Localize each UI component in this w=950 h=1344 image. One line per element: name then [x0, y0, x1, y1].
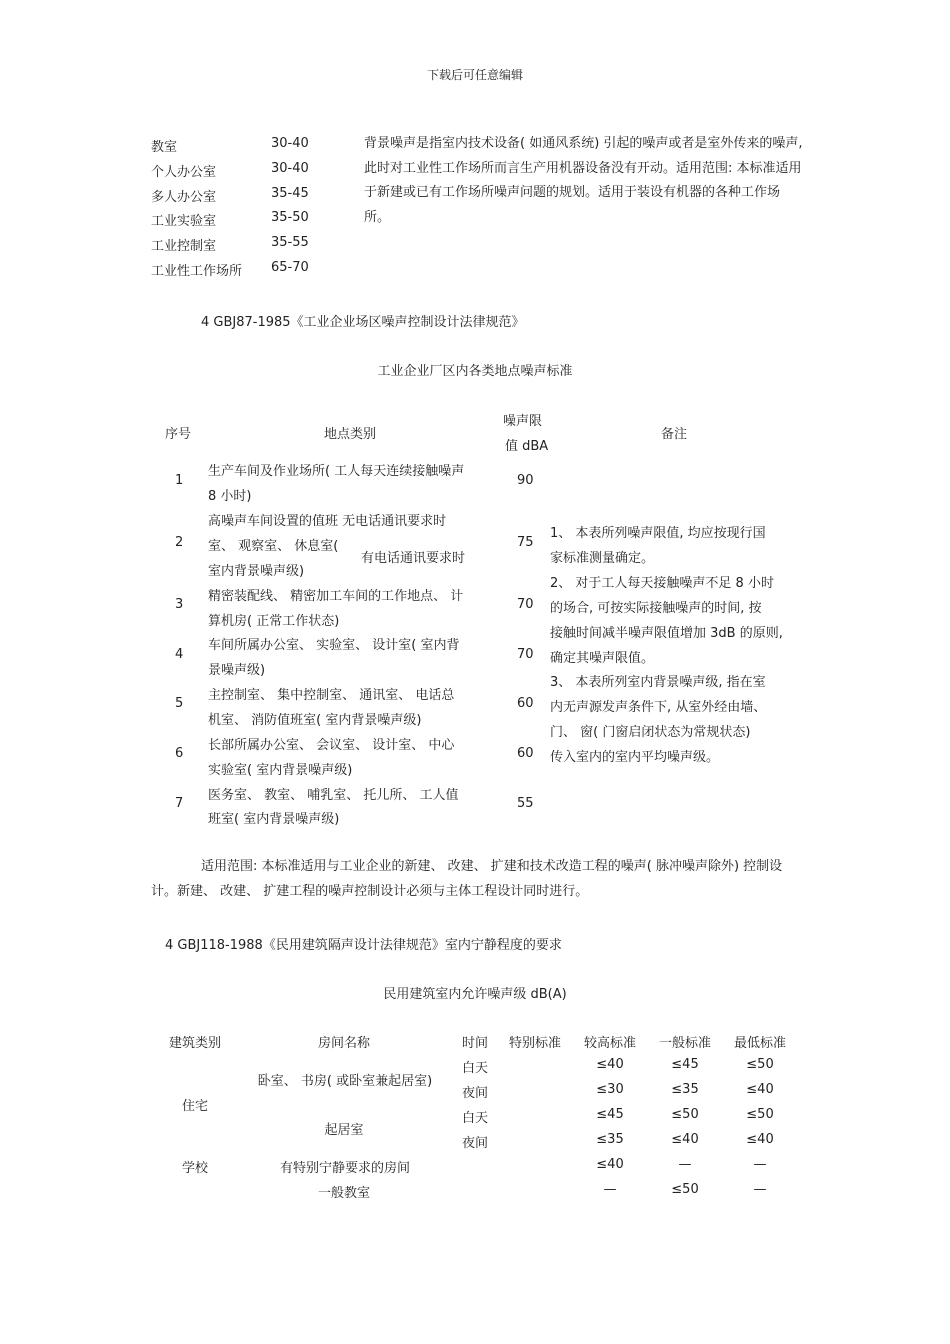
row-no: 6 [175, 746, 184, 761]
row-no: 1 [175, 473, 184, 488]
building-type: 学校 [181, 1161, 208, 1176]
note-line: 2、 对于工人每天接触噪声不足 8 小时 [550, 576, 774, 591]
row-place: 算机房( 正常工作状态) [208, 614, 340, 629]
row-normal: ≤50 [671, 1182, 699, 1197]
room-name: 卧室、 书房( 或卧室兼起居室) [257, 1074, 433, 1089]
row-no: 7 [175, 796, 184, 811]
row-no: 4 [175, 647, 184, 662]
row-high: ≤45 [596, 1107, 624, 1122]
room-name: 工业实验室 [151, 214, 217, 229]
row-min: — [753, 1157, 767, 1172]
building-type: 住宅 [181, 1099, 208, 1114]
col-header-place: 地点类别 [324, 427, 377, 442]
row-limit: 60 [517, 696, 534, 711]
col-header-limit: 值 dBA [505, 439, 549, 454]
row-min: ≤40 [746, 1082, 774, 1097]
row-place: 生产车间及作业场所( 工人每天连续接触噪声 [208, 464, 465, 479]
note-line: 内无声源发声条件下, 从室外经由墙、 [550, 700, 767, 715]
row-place: 长部所属办公室、 会议室、 设计室、 中心 [208, 738, 455, 753]
row-min: ≤50 [746, 1057, 774, 1072]
row-min: ≤40 [746, 1132, 774, 1147]
room-range: 35-50 [271, 210, 309, 225]
row-no: 3 [175, 597, 184, 612]
row-normal: ≤40 [671, 1132, 699, 1147]
room-name: 多人办公室 [151, 190, 217, 205]
room-name: 工业性工作场所 [151, 264, 243, 279]
row-place: 8 小时) [208, 489, 252, 504]
row-limit: 70 [517, 597, 534, 612]
room-name: 有特别宁静要求的房间 [279, 1161, 410, 1176]
row-high: ≤30 [596, 1082, 624, 1097]
room-name: 工业控制室 [151, 239, 217, 254]
room-name: 个人办公室 [151, 165, 217, 180]
row-min: — [753, 1182, 767, 1197]
col-header-building: 建筑类别 [168, 1036, 221, 1051]
col-header-room: 房间名称 [317, 1036, 370, 1051]
row-high: ≤35 [596, 1132, 624, 1147]
col-header-min: 最低标准 [733, 1036, 786, 1051]
col-header-limit: 噪声限 [503, 414, 543, 429]
row-no: 5 [175, 696, 184, 711]
row-normal: ≤45 [671, 1057, 699, 1072]
row-normal: ≤50 [671, 1107, 699, 1122]
table-title-industrial: 工业企业厂区内各类地点噪声标准 [377, 364, 573, 379]
row-time: 白天 [461, 1111, 488, 1126]
row-high: — [603, 1182, 617, 1197]
row-place: 车间所属办公室、 实验室、 设计室( 室内背 [208, 638, 460, 653]
col-header-normal: 一般标准 [658, 1036, 711, 1051]
room-name: 起居室 [324, 1123, 364, 1138]
row-time: 夜间 [461, 1086, 488, 1101]
table-title-civil: 民用建筑室内允许噪声级 dB(A) [383, 987, 567, 1002]
room-name: 一般教室 [317, 1186, 370, 1201]
note-line: 确定其噪声限值。 [550, 651, 655, 666]
note-line: 家标准测量确定。 [550, 551, 655, 566]
row-time: 白天 [461, 1061, 488, 1076]
row-limit: 90 [517, 473, 534, 488]
background-noise-paragraph: 背景噪声是指室内技术设备( 如通风系统) 引起的噪声或者是室外传来的噪声, 此时对工业性工作场所而言生产用机器设备没有开动。适用范围: 本标准适用于新建或已有工作场所噪声问题的规划。适用于装设有机器的各种工作场所。 [364, 136, 803, 225]
col-header-special: 特别标准 [508, 1036, 561, 1051]
row-no: 2 [175, 535, 184, 550]
note-line: 门、 窗( 门窗启闭状态为常规状态) [550, 725, 751, 740]
row-place: 有电话通讯要求时 [361, 551, 466, 566]
row-place: 医务室、 教室、 哺乳室、 托儿所、 工人值 [208, 788, 459, 803]
page-header: 下载后可任意编辑 [426, 68, 523, 82]
row-high: ≤40 [596, 1157, 624, 1172]
note-line: 的场合, 可按实际接触噪声的时间, 按 [550, 601, 762, 616]
row-time: 夜间 [461, 1136, 488, 1151]
room-range: 35-45 [271, 186, 309, 201]
section-heading-gbj118: 4 GBJ118-1988《民用建筑隔声设计法律规范》室内宁静程度的要求 [165, 938, 562, 953]
row-normal: — [678, 1157, 692, 1172]
row-place: 机室、 消防值班室( 室内背景噪声级) [208, 713, 422, 728]
section-heading-gbj87: 4 GBJ87-1985《工业企业场区噪声控制设计法律规范》 [201, 315, 525, 330]
col-header-no: 序号 [165, 427, 192, 442]
note-line: 接触时间减半噪声限值增加 3dB 的原则, [550, 626, 783, 641]
row-place: 景噪声级) [208, 663, 266, 678]
row-normal: ≤35 [671, 1082, 699, 1097]
row-place: 实验室( 室内背景噪声级) [208, 763, 353, 778]
row-limit: 60 [517, 746, 534, 761]
row-min: ≤50 [746, 1107, 774, 1122]
row-place: 主控制室、 集中控制室、 通讯室、 电话总 [208, 688, 455, 703]
row-place: 室内背景噪声级) [208, 564, 305, 579]
col-header-time: 时间 [461, 1036, 488, 1051]
row-high: ≤40 [596, 1057, 624, 1072]
room-range: 65-70 [271, 260, 309, 275]
room-range: 30-40 [271, 136, 309, 151]
col-header-high: 较高标准 [583, 1036, 636, 1051]
row-limit: 75 [517, 535, 534, 550]
row-place: 高噪声车间设置的值班 无电话通讯要求时 [208, 514, 447, 529]
row-limit: 55 [517, 796, 534, 811]
row-limit: 70 [517, 647, 534, 662]
room-name: 教室 [151, 140, 178, 155]
row-place: 精密装配线、 精密加工车间的工作地点、 计 [208, 589, 464, 604]
row-place: 班室( 室内背景噪声级) [208, 812, 340, 827]
note-line: 传入室内的室内平均噪声级。 [550, 750, 720, 765]
note-line: 3、 本表所列室内背景噪声级, 指在室 [550, 675, 766, 690]
scope-paragraph: 适用范围: 本标准适用与工业企业的新建、 改建、 扩建和技术改造工程的噪声( 脉冲噪声除外) 控制设计。新建、 改建、 扩建工程的噪声控制设计必须与主体工程设计同时进行。 [151, 859, 783, 899]
room-range: 30-40 [271, 161, 309, 176]
note-line: 1、 本表所列噪声限值, 均应按现行国 [550, 526, 766, 541]
col-header-note: 备注 [661, 427, 688, 442]
row-place: 室、 观察室、 休息室( [208, 539, 339, 554]
room-range: 35-55 [271, 235, 309, 250]
